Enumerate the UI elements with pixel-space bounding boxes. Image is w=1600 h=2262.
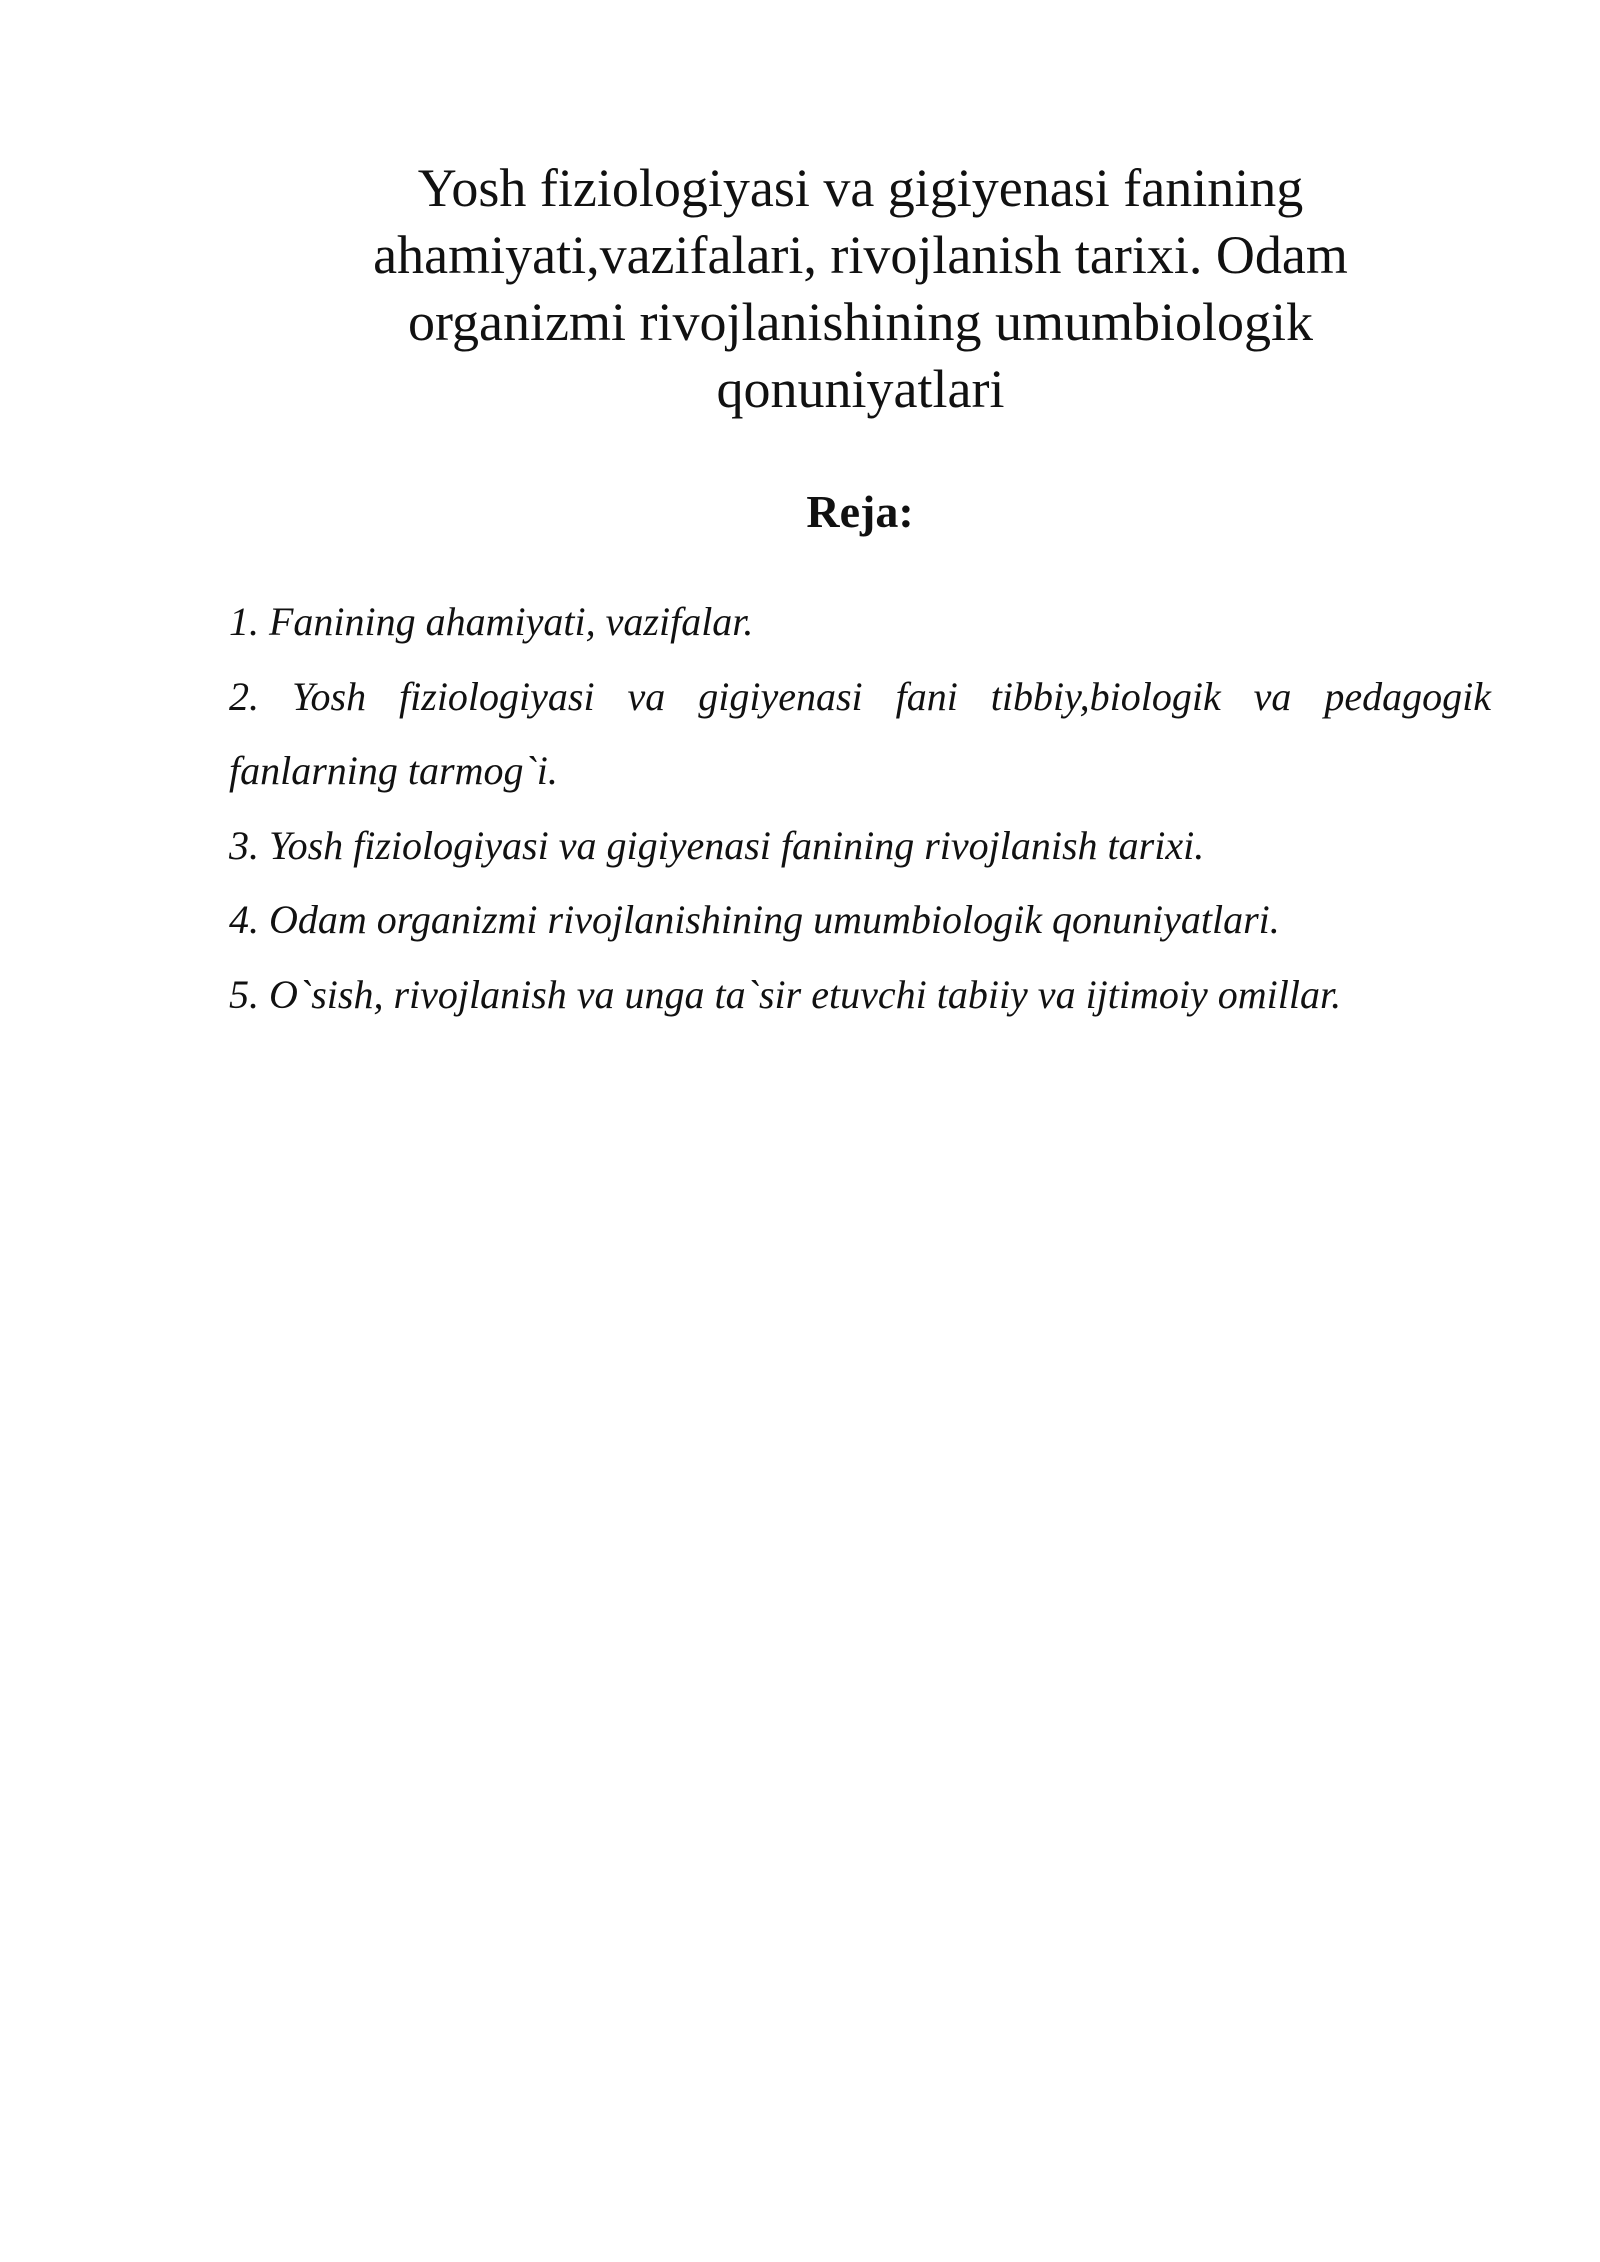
plan-item (229, 660, 1491, 809)
plan-item-continuation: fanlarning tarmog`i. (229, 748, 558, 793)
plan-item-text: 1. Fanining ahamiyati, vazifalar. (229, 599, 754, 644)
plan-item (229, 883, 1491, 958)
document-title (262, 155, 1459, 423)
plan-item-text: 2. Yosh fiziologiyasi va gigiyenasi fani tibbiy,biologik va pedagogik (229, 673, 1491, 719)
plan-item (229, 809, 1491, 884)
plan-item (229, 585, 1491, 660)
plan-item-text: 4. Odam organizmi rivojlanishining umumbiologik qonuniyatlari. (229, 897, 1280, 942)
title-line: ahamiyati,vazifalari, rivojlanish tarixi. Odam (373, 225, 1348, 285)
plan-item-text: 3. Yosh fiziologiyasi va gigiyenasi fanining rivojlanish tarixi. (229, 822, 1205, 868)
plan-heading: Reja: (806, 486, 914, 537)
plan-item-text: 5. O`sish, rivojlanish va unga ta`sir etuvchi tabiiy va ijtimoiy omillar. (229, 971, 1342, 1017)
plan-item (229, 958, 1491, 1033)
plan-list (229, 585, 1491, 1032)
title-line: Yosh fiziologiyasi va gigiyenasi fanining (417, 158, 1304, 218)
title-line: organizmi rivojlanishining umumbiologik (408, 292, 1313, 352)
title-line: qonuniyatlari (716, 359, 1005, 419)
